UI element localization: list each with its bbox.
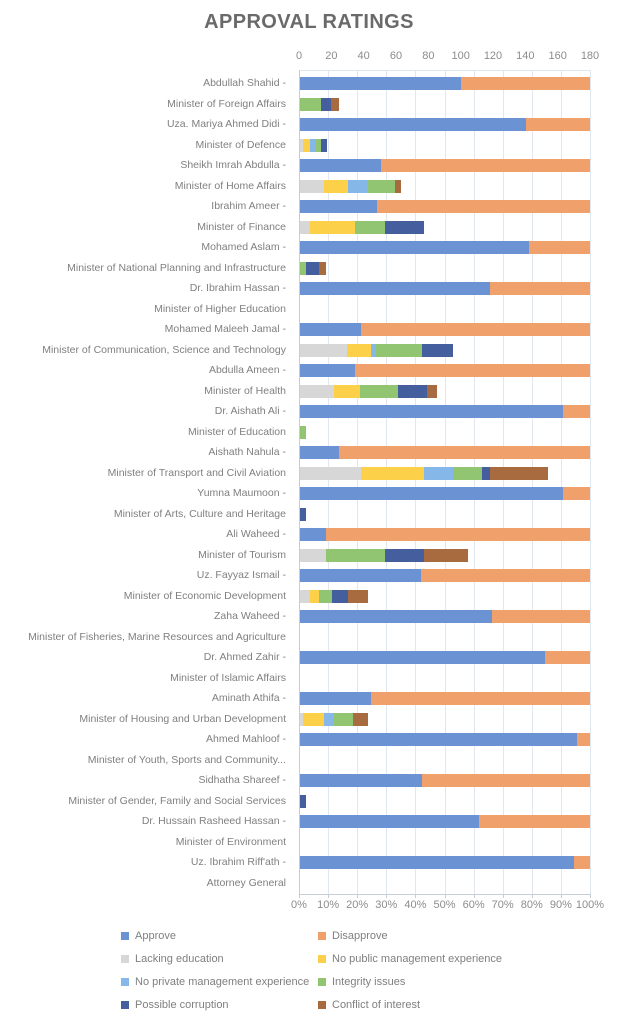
bar-track: [300, 651, 590, 664]
legend-item-conflict_of_interest: [318, 999, 420, 1011]
bar-segment-disapprove: [545, 651, 590, 664]
top-axis-tick: 140: [516, 50, 535, 62]
bar-segment-approve: [300, 774, 422, 787]
legend-item-lacking_education: [121, 953, 224, 965]
row-label: Minister of Islamic Affairs: [170, 671, 286, 684]
bar-track: [300, 200, 590, 213]
bottom-axis-tick: 80%: [520, 899, 543, 911]
bar-track: [300, 815, 590, 828]
bottom-axis-tickmark: [357, 894, 358, 898]
category-axis-line: [299, 70, 300, 894]
bottom-axis-tickmark: [445, 894, 446, 898]
bar-segment-disapprove: [574, 856, 590, 869]
row-label: Minister of Tourism: [198, 548, 286, 561]
top-axis-tick: 40: [357, 50, 370, 62]
legend-label: Approve: [135, 930, 176, 942]
bar-segment-disapprove: [377, 200, 590, 213]
bar-track: [300, 118, 590, 131]
bottom-axis-tickmark: [532, 894, 533, 898]
top-axis-tick: 180: [580, 50, 600, 62]
bar-segment-disapprove: [526, 118, 590, 131]
bar-segment-lacking_education: [300, 385, 334, 398]
bar-segment-lacking_education: [300, 549, 326, 562]
row-label: Ibrahim Ameer -: [211, 200, 286, 212]
bar-segment-lacking_education: [300, 590, 310, 603]
bar-segment-integrity_issues: [300, 98, 321, 111]
bottom-axis-tick: 10%: [317, 899, 340, 911]
bar-segment-disapprove: [577, 733, 590, 746]
bar-segment-integrity_issues: [368, 180, 395, 193]
bar-segment-possible_corruption: [385, 549, 424, 562]
bar-segment-integrity_issues: [453, 467, 482, 480]
legend-item-integrity_issues: [318, 976, 405, 988]
grid-line: [415, 70, 416, 894]
legend-item-approve: [121, 930, 176, 942]
bar-segment-conflict_of_interest: [353, 713, 368, 726]
bar-segment-lacking_education: [300, 221, 310, 234]
bar-segment-approve: [300, 487, 563, 500]
bar-segment-integrity_issues: [334, 713, 353, 726]
bar-segment-approve: [300, 364, 355, 377]
bar-segment-disapprove: [492, 610, 590, 623]
bar-track: [300, 672, 590, 685]
bar-track: [300, 344, 590, 357]
bottom-axis-tick: 0%: [291, 899, 307, 911]
legend-item-no_private_mgmt: [121, 976, 309, 988]
row-label: Minister of Health: [204, 384, 286, 397]
row-label: Minister of Arts, Culture and Heritage: [113, 507, 286, 520]
bar-track: [300, 877, 590, 890]
bar-segment-approve: [300, 446, 339, 459]
bar-segment-approve: [300, 282, 490, 295]
bottom-axis-tick: 100%: [575, 899, 605, 911]
bar-track: [300, 467, 590, 480]
bar-segment-conflict_of_interest: [319, 262, 325, 275]
bar-segment-no_public_mgmt: [334, 385, 360, 398]
bar-segment-no_private_mgmt: [324, 713, 334, 726]
bottom-axis-tick: 50%: [433, 899, 456, 911]
row-label: Abdullah Shahid -: [203, 77, 286, 89]
bar-segment-approve: [300, 815, 479, 828]
bar-track: [300, 733, 590, 746]
top-axis-tick: 160: [548, 50, 567, 62]
bottom-axis-tick: 40%: [404, 899, 427, 911]
bar-segment-no_private_mgmt: [424, 467, 453, 480]
row-label: Minister of Home Affairs: [174, 179, 286, 192]
bar-segment-approve: [300, 405, 563, 418]
bar-track: [300, 487, 590, 500]
bar-segment-approve: [300, 241, 529, 254]
row-label: Minister of Defence: [195, 138, 286, 151]
bar-segment-approve: [300, 528, 326, 541]
legend-label: Disapprove: [332, 930, 388, 942]
bottom-axis-tickmark: [503, 894, 504, 898]
row-label: Ahmed Mahloof -: [206, 733, 286, 745]
grid-line: [532, 70, 533, 894]
bar-track: [300, 590, 590, 603]
legend-label: Integrity issues: [332, 976, 406, 988]
bar-track: [300, 303, 590, 316]
bar-segment-possible_corruption: [306, 262, 319, 275]
bar-track: [300, 241, 590, 254]
row-label: Minister of Economic Development: [123, 589, 286, 602]
legend-swatch-icon: [121, 1001, 129, 1009]
bar-segment-possible_corruption: [300, 795, 306, 808]
row-label: Aishath Nahula -: [208, 446, 286, 458]
bottom-axis-tick: 30%: [375, 899, 398, 911]
bottom-axis-tickmark: [299, 894, 300, 898]
legend-swatch-icon: [121, 955, 129, 963]
row-label: Abdulla Ameen -: [208, 364, 286, 376]
bar-segment-lacking_education: [300, 180, 324, 193]
legend-swatch-icon: [318, 955, 326, 963]
chart-title: APPROVAL RATINGS: [204, 11, 414, 33]
bar-segment-possible_corruption: [332, 590, 348, 603]
bar-segment-integrity_issues: [376, 344, 423, 357]
bar-segment-conflict_of_interest: [427, 385, 437, 398]
row-label: Mohamed Maleeh Jamal -: [164, 323, 286, 335]
bar-track: [300, 405, 590, 418]
bottom-axis-tick: 60%: [462, 899, 485, 911]
bar-segment-integrity_issues: [319, 590, 332, 603]
bar-segment-no_public_mgmt: [324, 180, 348, 193]
bar-segment-approve: [300, 856, 574, 869]
bar-track: [300, 795, 590, 808]
row-label: Sheikh Imrah Abdulla -: [180, 159, 286, 171]
bar-segment-approve: [300, 118, 526, 131]
bar-segment-lacking_education: [300, 344, 347, 357]
bar-track: [300, 221, 590, 234]
bar-track: [300, 282, 590, 295]
bar-track: [300, 262, 590, 275]
bar-segment-integrity_issues: [300, 426, 306, 439]
top-axis-tick: 100: [451, 50, 470, 62]
row-label: Attorney General: [206, 876, 286, 889]
bar-segment-no_public_mgmt: [303, 713, 324, 726]
row-label: Minister of Gender, Family and Social Services: [68, 794, 286, 807]
row-label: Dr. Ibrahim Hassan -: [189, 282, 286, 294]
row-label: Minister of Housing and Urban Development: [79, 712, 286, 725]
bottom-axis-tickmark: [415, 894, 416, 898]
row-label: Ali Waheed -: [226, 528, 286, 540]
bar-track: [300, 631, 590, 644]
bar-segment-no_public_mgmt: [310, 590, 320, 603]
bar-segment-conflict_of_interest: [331, 98, 339, 111]
bar-segment-disapprove: [479, 815, 590, 828]
bar-segment-approve: [300, 733, 577, 746]
bar-segment-disapprove: [490, 282, 590, 295]
bar-segment-approve: [300, 323, 361, 336]
row-label: Minister of Youth, Sports and Community...: [87, 753, 286, 766]
bar-segment-disapprove: [422, 774, 590, 787]
bar-segment-no_private_mgmt: [348, 180, 367, 193]
grid-line: [503, 70, 504, 894]
bar-segment-disapprove: [529, 241, 590, 254]
bottom-axis-tick: 90%: [549, 899, 572, 911]
bar-track: [300, 836, 590, 849]
legend-swatch-icon: [318, 932, 326, 940]
legend-swatch-icon: [121, 932, 129, 940]
row-label: Minister of Finance: [197, 220, 286, 233]
row-label: Aminath Athifa -: [211, 692, 286, 704]
bar-segment-no_public_mgmt: [361, 467, 424, 480]
top-axis-tick: 20: [325, 50, 338, 62]
row-label: Sidhatha Shareef -: [198, 774, 286, 786]
row-label: Dr. Hussain Rasheed Hassan -: [141, 815, 286, 827]
bar-track: [300, 364, 590, 377]
bar-track: [300, 385, 590, 398]
bar-segment-disapprove: [461, 77, 590, 90]
legend-item-disapprove: [318, 930, 388, 942]
row-label: Uz. Ibrahim Riff'ath -: [190, 856, 286, 868]
bar-segment-possible_corruption: [398, 385, 427, 398]
grid-line: [590, 70, 591, 894]
row-label: Minister of Environment: [175, 835, 286, 848]
legend-swatch-icon: [121, 978, 129, 986]
bar-segment-approve: [300, 569, 421, 582]
bar-track: [300, 528, 590, 541]
row-label: Minister of Fisheries, Marine Resources and Agriculture: [28, 630, 286, 643]
bar-segment-possible_corruption: [482, 467, 490, 480]
bar-segment-integrity_issues: [360, 385, 399, 398]
bar-track: [300, 856, 590, 869]
bottom-axis-tickmark: [386, 894, 387, 898]
legend-label: Lacking education: [135, 953, 224, 965]
bar-segment-no_public_mgmt: [310, 221, 355, 234]
bar-segment-possible_corruption: [422, 344, 453, 357]
bar-segment-conflict_of_interest: [424, 549, 468, 562]
grid-line: [386, 70, 387, 894]
bar-segment-disapprove: [563, 405, 590, 418]
row-label: Minister of Transport and Civil Aviation: [107, 466, 286, 479]
row-label: Dr. Aishath Ali -: [214, 405, 286, 417]
bar-track: [300, 569, 590, 582]
bar-segment-disapprove: [421, 569, 590, 582]
bar-segment-possible_corruption: [321, 139, 327, 152]
row-label: Uz. Fayyaz Ismail -: [196, 569, 286, 581]
row-label: Mohamed Aslam -: [201, 241, 286, 253]
bar-segment-disapprove: [355, 364, 590, 377]
bar-segment-conflict_of_interest: [395, 180, 401, 193]
bar-track: [300, 610, 590, 623]
bar-segment-approve: [300, 610, 492, 623]
bar-segment-approve: [300, 77, 461, 90]
bar-track: [300, 508, 590, 521]
row-label: Yumna Maumoon -: [197, 487, 286, 499]
row-label: Uza. Mariya Ahmed Didi -: [166, 118, 286, 130]
row-label: Minister of Foreign Affairs: [167, 97, 286, 110]
bar-segment-approve: [300, 692, 371, 705]
bottom-axis-tickmark: [561, 894, 562, 898]
bar-track: [300, 774, 590, 787]
bar-track: [300, 713, 590, 726]
legend-swatch-icon: [318, 978, 326, 986]
bar-track: [300, 139, 590, 152]
bar-track: [300, 323, 590, 336]
bar-track: [300, 446, 590, 459]
bar-segment-disapprove: [371, 692, 590, 705]
bar-segment-no_public_mgmt: [347, 344, 371, 357]
bar-segment-possible_corruption: [321, 98, 331, 111]
bar-track: [300, 426, 590, 439]
bar-segment-disapprove: [563, 487, 590, 500]
legend-item-possible_corruption: [121, 999, 229, 1011]
row-label: Zaha Waheed -: [214, 610, 286, 622]
top-axis-tick: 120: [483, 50, 503, 62]
row-label: Minister of Communication, Science and Technology: [42, 343, 286, 356]
legend-item-no_public_mgmt: [318, 953, 502, 965]
top-axis-tick: 60: [389, 50, 403, 62]
bottom-axis-tickmark: [590, 894, 591, 898]
bar-segment-integrity_issues: [355, 221, 386, 234]
legend-swatch-icon: [318, 1001, 326, 1009]
grid-line: [328, 70, 329, 894]
bar-segment-approve: [300, 200, 377, 213]
legend-label: No private management experience: [135, 976, 310, 988]
bar-track: [300, 692, 590, 705]
legend-label: Possible corruption: [135, 999, 229, 1011]
bar-segment-disapprove: [361, 323, 590, 336]
legend-label: No public management experience: [332, 953, 502, 965]
bar-segment-possible_corruption: [385, 221, 424, 234]
bar-segment-approve: [300, 651, 545, 664]
legend-label: Conflict of interest: [332, 999, 421, 1011]
bar-segment-disapprove: [339, 446, 590, 459]
grid-line: [357, 70, 358, 894]
bar-track: [300, 159, 590, 172]
row-label: Dr. Ahmed Zahir -: [203, 651, 286, 663]
bottom-axis-tickmark: [328, 894, 329, 898]
bar-segment-disapprove: [381, 159, 590, 172]
grid-line: [474, 70, 475, 894]
bottom-axis-tickmark: [474, 894, 475, 898]
top-axis-tick: 0: [295, 50, 303, 62]
bar-track: [300, 77, 590, 90]
grid-line: [445, 70, 446, 894]
bar-segment-conflict_of_interest: [348, 590, 367, 603]
bar-segment-possible_corruption: [300, 508, 306, 521]
bottom-axis-tick: 20%: [346, 899, 369, 911]
bar-segment-approve: [300, 159, 381, 172]
bottom-axis-tick: 70%: [491, 899, 514, 911]
bar-segment-conflict_of_interest: [490, 467, 548, 480]
bar-track: [300, 549, 590, 562]
bar-track: [300, 754, 590, 767]
bar-segment-disapprove: [326, 528, 590, 541]
bar-segment-lacking_education: [300, 467, 361, 480]
row-label: Minister of National Planning and Infrastructure: [67, 261, 286, 274]
top-axis-tick: 80: [422, 50, 435, 62]
grid-line: [561, 70, 562, 894]
row-label: Minister of Higher Education: [154, 302, 286, 315]
bar-segment-integrity_issues: [326, 549, 386, 562]
bar-track: [300, 98, 590, 111]
bar-track: [300, 180, 590, 193]
row-label: Minister of Education: [187, 425, 286, 438]
